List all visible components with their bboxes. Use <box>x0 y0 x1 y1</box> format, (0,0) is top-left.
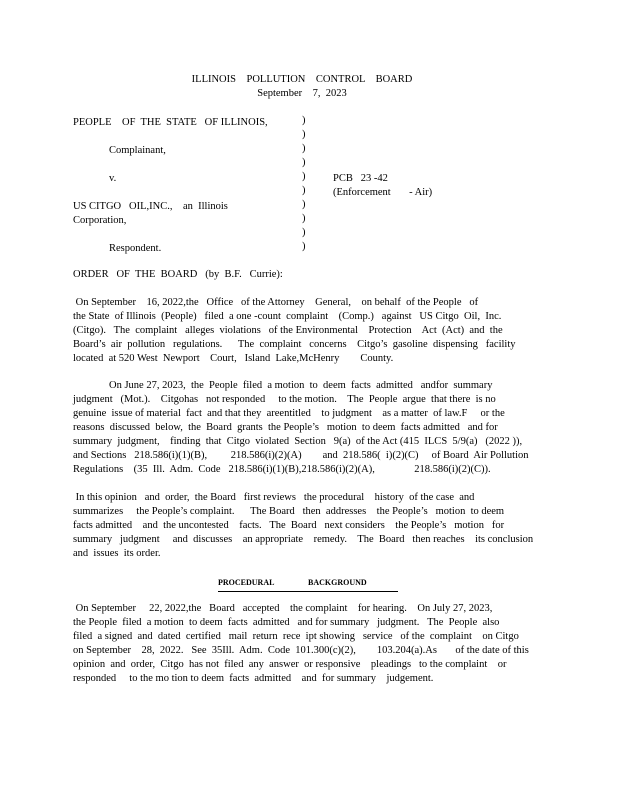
paragraph-line: summary judgment, finding that Citgo violated Section 9(a) of the Act (415 ILCS 5/9(a) (2022 )), <box>73 436 523 447</box>
paragraph-line: the State of Illinois (People) filed a one -count complaint (Comp.) against US Citgo Oil, Inc. <box>73 311 502 322</box>
bracket-mark: ) <box>302 143 306 154</box>
bracket-mark: ) <box>302 227 306 238</box>
paragraph-line: responded to the mo tion to deem facts admitted and for summary judgement. <box>73 673 434 684</box>
paragraph-line: opinion and order, Citgo has not filed any answer or responsive pleadings to the complaint or <box>73 659 507 670</box>
caption-bracket <box>302 114 310 254</box>
paragraph-line: on September 28, 2022. See 35Ill. Adm. Code 101.300(c)(2), 103.204(a).As of the date of this <box>73 645 529 656</box>
paragraph-line: On June 27, 2023, the People filed a motion to deem facts admitted andfor summary <box>109 380 493 391</box>
paragraph-line: Regulations (35 Ill. Adm. Code 218.586(i)(1)(B),218.586(i)(2)(A), 218.586(i)(2)(C)). <box>73 464 491 475</box>
order-attribution: ORDER OF THE BOARD (by B.F. Currie): <box>73 269 283 280</box>
paragraph-line: and issues its order. <box>73 548 161 559</box>
bracket-mark: ) <box>302 171 306 182</box>
respondent-name-cont: Corporation, <box>73 215 127 226</box>
paragraph-1 <box>73 296 543 366</box>
bracket-mark: ) <box>302 129 306 140</box>
bracket-mark: ) <box>302 213 306 224</box>
paragraph-line: facts admitted and the uncontested facts. The Board next considers the People’s motion for <box>73 520 505 531</box>
versus-label: v. <box>109 173 117 184</box>
complainant-role: Complainant, <box>109 145 166 156</box>
paragraph-line: the People filed a motion to deem facts admitted and for summary judgment. The People also <box>73 617 500 628</box>
paragraph-line: summarizes the People’s complaint. The Board then addresses the People’s motion to deem <box>73 506 505 517</box>
complainant-name: PEOPLE OF THE STATE OF ILLINOIS, <box>73 117 268 128</box>
paragraph-line: On September 22, 2022,the Board accepted the complaint for hearing. On July 27, 2023, <box>73 603 493 614</box>
bracket-mark: ) <box>302 185 306 196</box>
paragraph-line: summary judgment and discusses an appropriate remedy. The Board then reaches its conclusion <box>73 534 534 545</box>
bracket-mark: ) <box>302 241 306 252</box>
paragraph-4 <box>73 602 543 686</box>
paragraph-line: genuine issue of material fact and that they areentitled to judgment as a matter of law.F or the <box>73 408 505 419</box>
paragraph-line: (Citgo). The complaint alleges violations of the Environmental Protection Act (Act) and the <box>73 325 503 336</box>
respondent-name: US CITGO OIL,INC., an Illinois <box>73 201 228 212</box>
bracket-mark: ) <box>302 157 306 168</box>
case-number: PCB 23 -42 <box>333 173 388 184</box>
paragraph-3 <box>73 491 543 561</box>
paragraph-line: filed a signed and dated certified mail return rece ipt showing service of the complaint on Citgo <box>73 631 519 642</box>
bracket-mark: ) <box>302 115 306 126</box>
board-title: ILLINOIS POLLUTION CONTROL BOARD <box>191 74 413 85</box>
paragraph-line: In this opinion and order, the Board first reviews the procedural history of the case and <box>73 492 475 503</box>
paragraph-line: On September 16, 2022,the Office of the Attorney General, on behalf of the People of <box>73 297 479 308</box>
case-type: (Enforcement - Air) <box>333 187 433 198</box>
order-date: September 7, 2023 <box>257 88 347 99</box>
paragraph-line: Board’s air pollution regulations. The complaint concerns Citgo’s gasoline dispensing facility <box>73 339 516 350</box>
respondent-role: Respondent. <box>109 243 162 254</box>
paragraph-line: judgment (Mot.). Citgohas not responded to the motion. The People argue that there is no <box>73 394 496 405</box>
paragraph-2 <box>73 379 543 477</box>
bracket-mark: ) <box>302 199 306 210</box>
section-heading: PROCEDURAL BACKGROUND <box>218 576 398 592</box>
paragraph-line: reasons discussed below, the Board grants the People’s motion to deem facts admitted and for <box>73 422 498 433</box>
paragraph-line: located at 520 West Newport Court, Island Lake,McHenry County. <box>73 353 394 364</box>
paragraph-line: and Sections 218.586(i)(1)(B), 218.586(i)(2)(A) and 218.586( i)(2)(C) of Board Air Pollution <box>73 450 529 461</box>
